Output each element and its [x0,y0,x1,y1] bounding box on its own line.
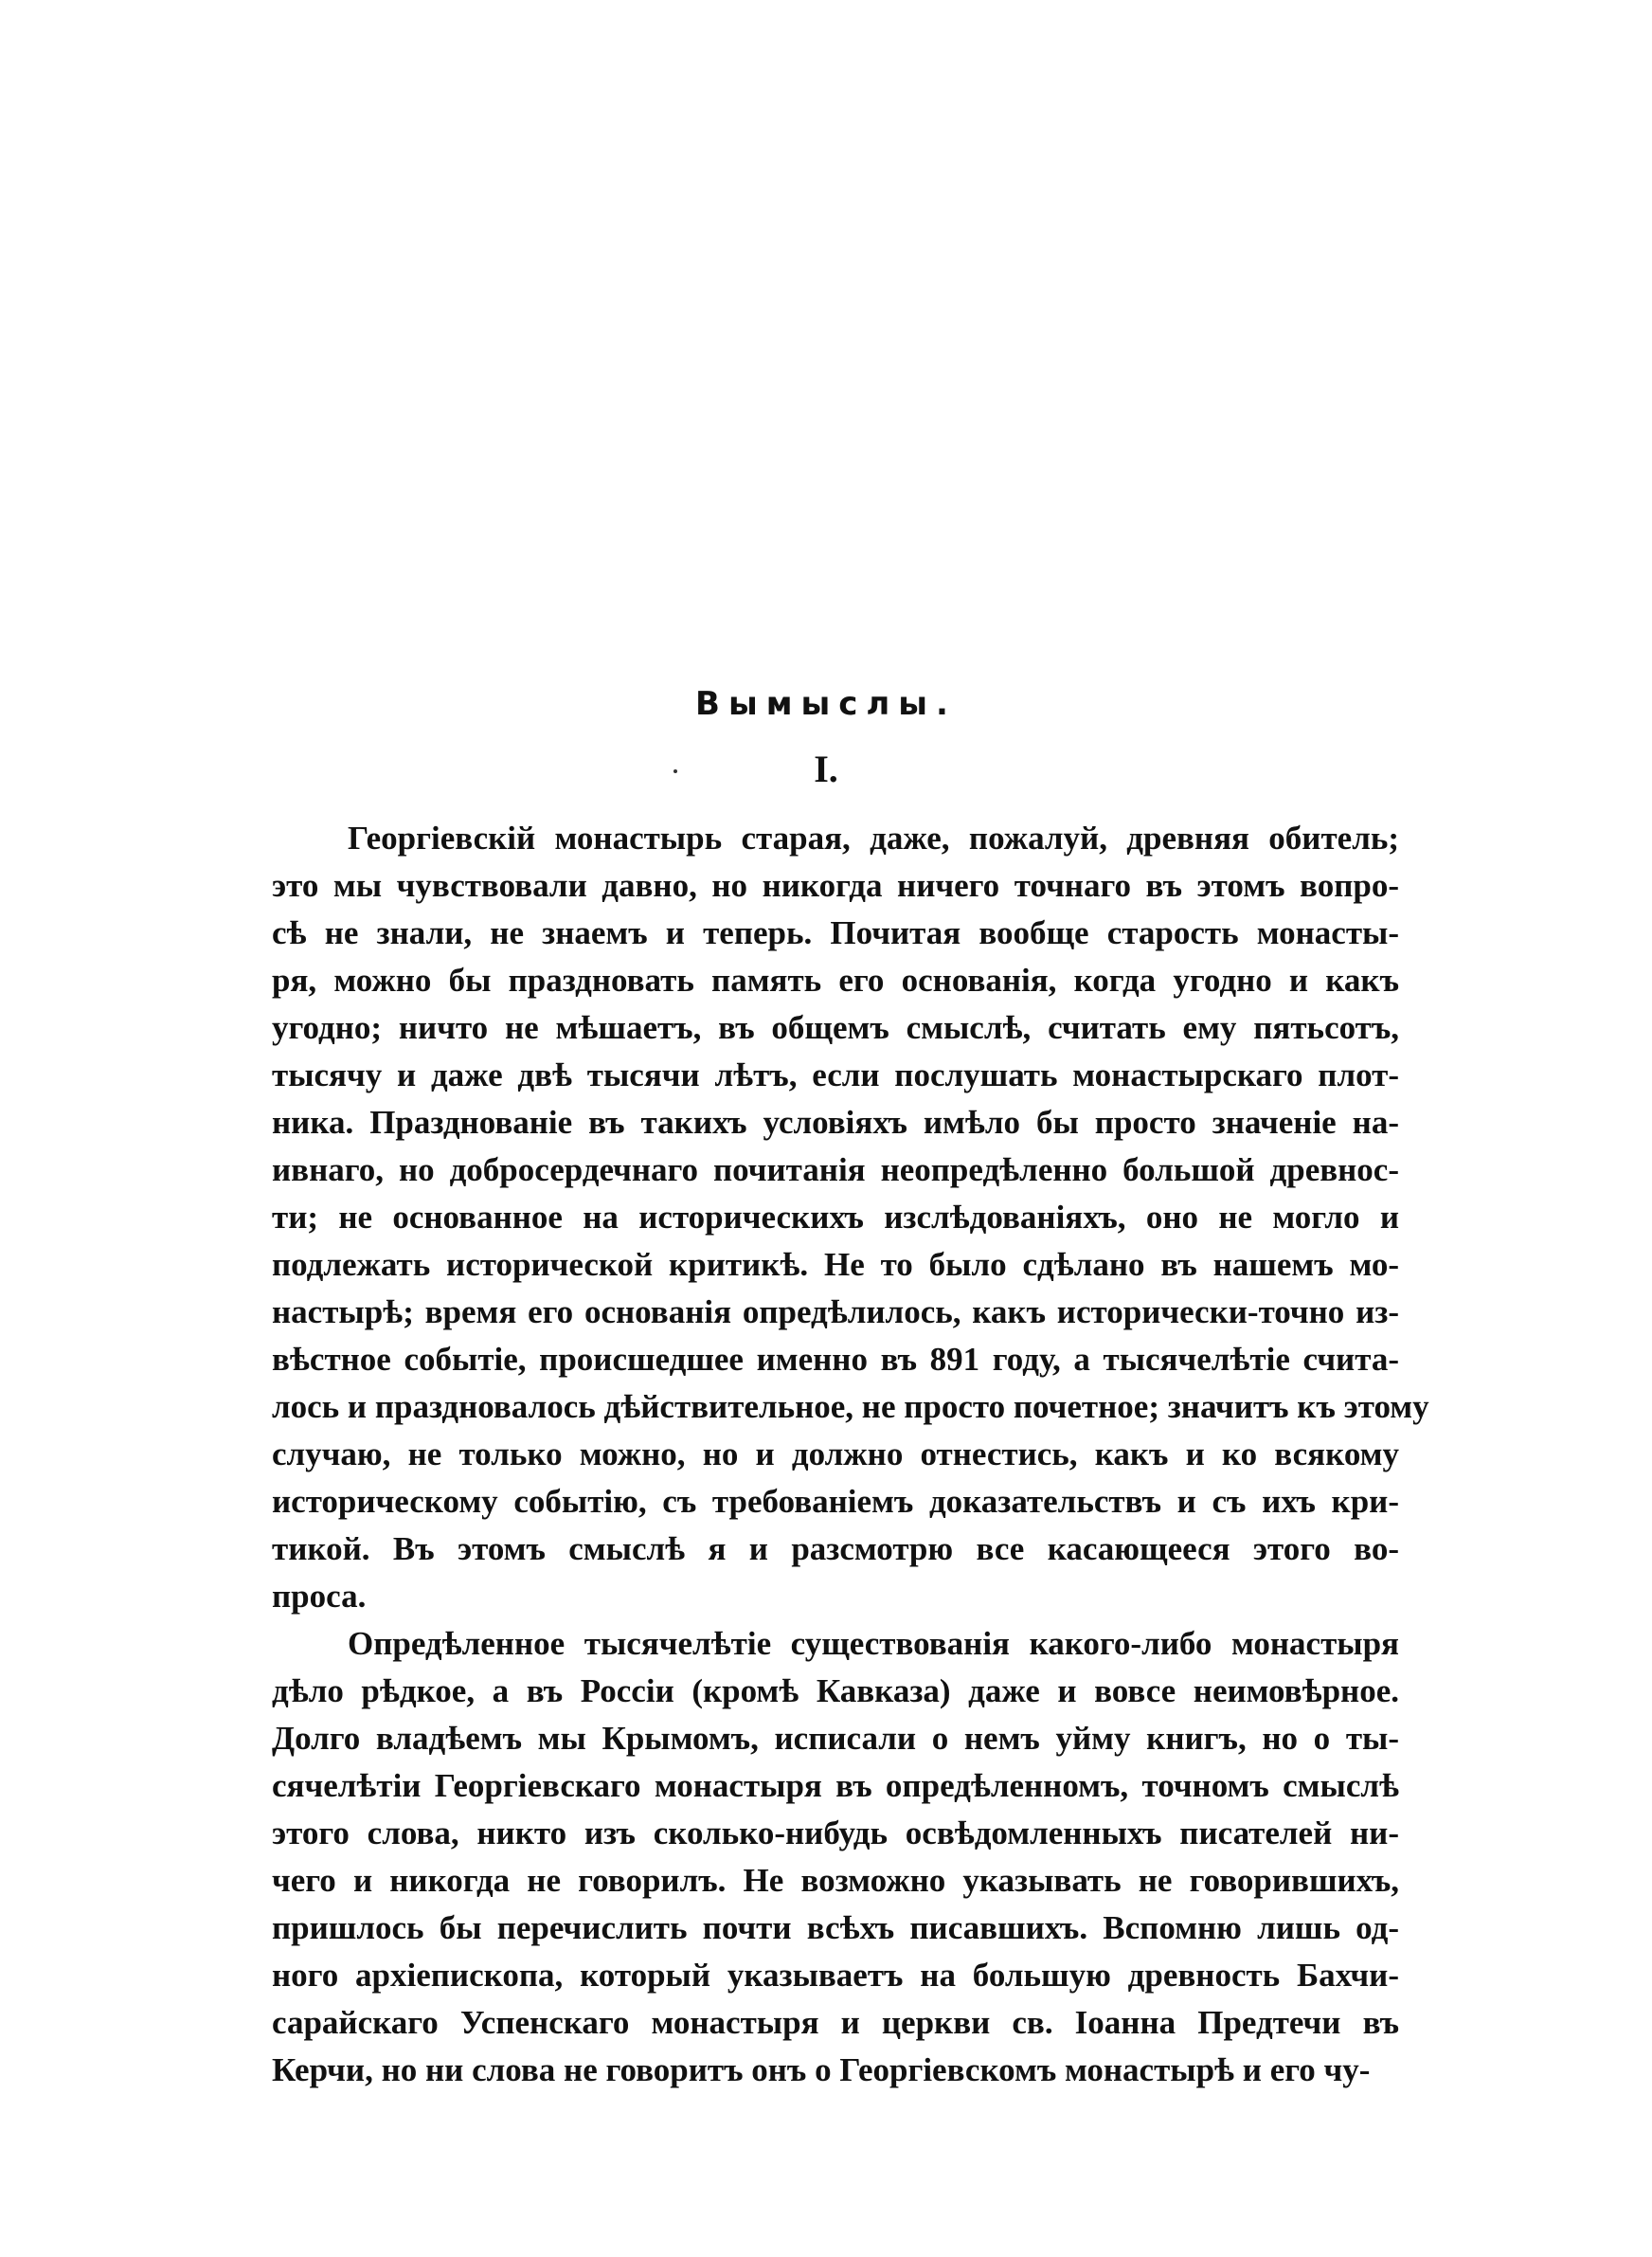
paragraph-2 [272,1620,1399,2094]
text-line: случаю, не только можно, но и должно отнестись, какъ и ко всякому [272,1435,1399,1472]
text-line: Долго владѣемъ мы Крымомъ, исписали о немъ уйму книгъ, но о ты- [272,1720,1399,1757]
section-numeral: I. [814,748,838,790]
text-line: Керчи, но ни слова не говоритъ онъ о Георгіевскомъ монастырѣ и его чу- [272,2051,1371,2088]
text-line: ного архіепископа, который указываетъ на большую древность Бахчи- [272,1957,1399,1994]
text-line: чего и никогда не говорилъ. Не возможно указывать не говорившихъ, [272,1862,1399,1899]
text-line: дѣло рѣдкое, а въ Россіи (кромѣ Кавказа) даже и вовсе неимовѣрное. [272,1672,1399,1709]
text-line: лось и праздновалось дѣйствительное, не просто почетное; значитъ къ этому [272,1388,1429,1425]
text-line: ника. Празднованіе въ такихъ условіяхъ имѣло бы просто значеніе на- [272,1104,1399,1141]
text-line: угодно; ничто не мѣшаетъ, въ общемъ смыслѣ, считать ему пятьсотъ, [272,1009,1399,1046]
text-line: тысячу и даже двѣ тысячи лѣтъ, если послушать монастырскаго плот- [272,1056,1399,1093]
text-line: это мы чувствовали давно, но никогда ничего точнаго въ этомъ вопро- [272,867,1399,904]
text-line: ря, можно бы праздновать память его основанія, когда угодно и какъ [272,962,1399,999]
text-line: сячелѣтіи Георгіевскаго монастыря въ опредѣленномъ, точномъ смыслѣ [272,1767,1399,1804]
text-line: вѣстное событіе, происшедшее именно въ 891 году, а тысячелѣтіе счита- [272,1341,1399,1378]
text-line: сарайскаго Успенскаго монастыря и церкви св. Іоанна Предтечи въ [272,2004,1399,2041]
text-line: ти; не основанное на историческихъ изслѣдованіяхъ, оно не могло и [272,1199,1399,1236]
text-line: Георгіевскій монастырь старая, даже, пожалуй, древняя обитель; [348,820,1399,857]
text-line: этого слова, никто изъ сколько-нибудь освѣдомленныхъ писателей ни- [272,1815,1399,1851]
text-line: сѣ не знали, не знаемъ и теперь. Почитая вообще старость монасты- [272,914,1399,951]
chapter-title: Вымыслы. [695,685,957,723]
text-line: историческому событію, съ требованіемъ доказательствъ и съ ихъ кри- [272,1483,1399,1520]
text-line: проса. [272,1578,367,1615]
text-line: пришлось бы перечислить почти всѣхъ писавшихъ. Вспомню лишь од- [272,1909,1399,1946]
text-line: настырѣ; время его основанія опредѣлилось, какъ исторически-точно из- [272,1293,1399,1330]
text-line: подлежать исторической критикѣ. Не то было сдѣлано въ нашемъ мо- [272,1246,1399,1283]
paragraph-1 [272,815,1429,1620]
body-text [272,815,1429,2094]
text-line: Опредѣленное тысячелѣтіе существованія какого-либо монастыря [348,1625,1399,1662]
text-line: тикой. Въ этомъ смыслѣ я и разсмотрю все касающееся этого во- [272,1530,1399,1567]
text-line: ивнаго, но добросердечнаго почитанія неопредѣленно большой древнос- [272,1151,1399,1188]
